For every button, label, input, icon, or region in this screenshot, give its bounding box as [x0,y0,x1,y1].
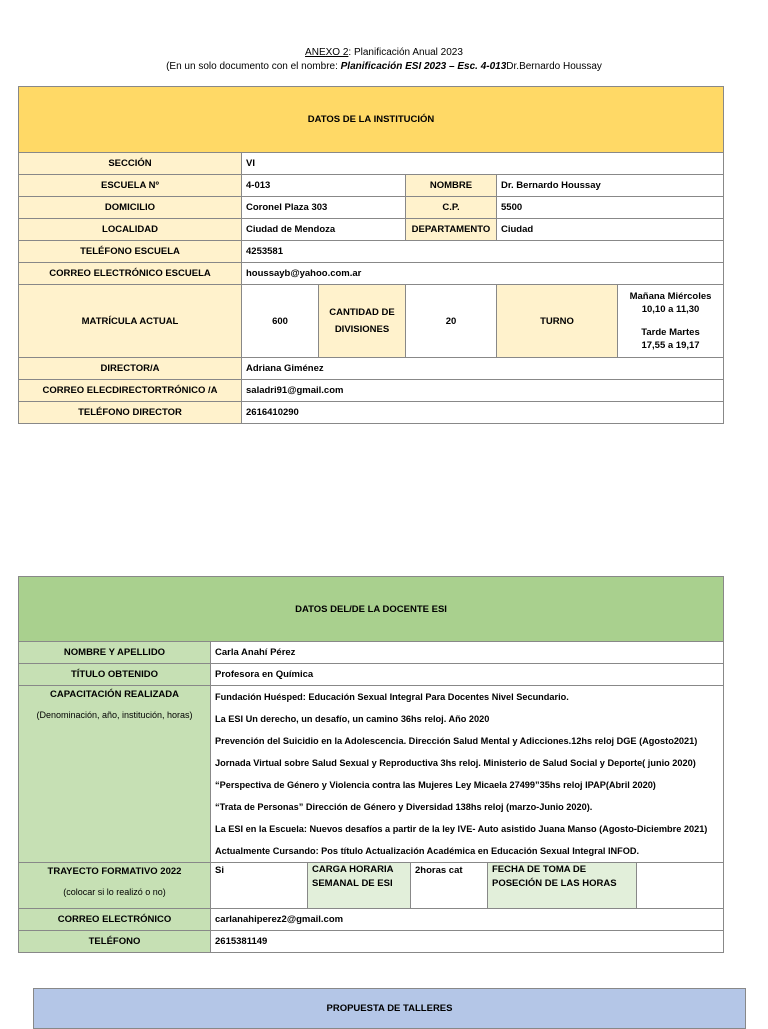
institution-title: DATOS DE LA INSTITUCIÓN [19,87,724,153]
correo-escuela-label: CORREO ELECTRÓNICO ESCUELA [19,263,242,285]
telefono-escuela-value: 4253581 [242,241,724,263]
capacitacion-label-cell [19,686,211,863]
docente-telefono-label: TELÉFONO [19,931,211,953]
carga-value: 2horas cat [411,863,488,909]
docente-title: DATOS DEL/DE LA DOCENTE ESI [19,577,724,642]
subtitle-part-3: Dr.Bernardo Houssay [506,61,602,72]
telefono-director-label: TELÉFONO DIRECTOR [19,402,242,424]
escuela-label: ESCUELA Nº [19,175,242,197]
capacitacion-item: Prevención del Suicidio en la Adolescencia. Dirección Salud Mental y Adicciones.12hs reloj DGE (Agosto2021) [215,736,698,746]
matricula-value: 600 [242,285,319,358]
telefono-director-value: 2616410290 [242,402,724,424]
cp-value: 5500 [497,197,724,219]
talleres-title: PROPUESTA DE TALLERES [34,989,746,1029]
talleres-table [33,988,746,1029]
correo-director-label: CORREO ELECDIRECTORTRÓNICO /A [19,380,242,402]
director-value: Adriana Giménez [242,358,724,380]
capacitacion-item: “Trata de Personas” Dirección de Género y Diversidad 138hs reloj (marzo-Junio 2020). [215,802,593,812]
nombre-label: NOMBRE [406,175,497,197]
director-label: DIRECTOR/A [19,358,242,380]
domicilio-label: DOMICILIO [19,197,242,219]
annex-title [0,47,768,58]
docente-telefono-value: 2615381149 [211,931,724,953]
carga-label: CARGA HORARIA SEMANAL DE ESI [308,863,411,909]
fecha-label: FECHA DE TOMA DE POSECIÓN DE LAS HORAS [488,863,637,909]
seccion-label: SECCIÓN [19,153,242,175]
turno-tarde-day: Tarde Martes [641,327,700,338]
divisiones-label: CANTIDAD DE DIVISIONES [319,285,406,358]
capacitacion-label: CAPACITACIÓN REALIZADA [50,689,179,700]
docente-nombre-value: Carla Anahí Pérez [211,642,724,664]
annex-label: ANEXO 2 [305,47,349,58]
cp-label: C.P. [406,197,497,219]
annex-rest: : Planificación Anual 2023 [348,47,463,58]
turno-manana-day: Mañana Miércoles [629,291,712,302]
capacitacion-item: Jornada Virtual sobre Salud Sexual y Reproductiva 3hs reloj. Ministerio de Salud Social y Deporte( junio 2020) [215,758,696,768]
departamento-label: DEPARTAMENTO [406,219,497,241]
divisiones-value: 20 [406,285,497,358]
escuela-value: 4-013 [242,175,406,197]
capacitacion-item: Fundación Huésped: Educación Sexual Integral Para Docentes Nivel Secundario. [215,692,569,702]
titulo-value: Profesora en Química [211,664,724,686]
telefono-escuela-label: TELÉFONO ESCUELA [19,241,242,263]
capacitacion-item: Actualmente Cursando: Pos título Actualización Académica en Educación Sexual Integral INFOD. [215,846,640,856]
subtitle-part-1: (En un solo documento con el nombre: [166,61,341,72]
localidad-label: LOCALIDAD [19,219,242,241]
capacitacion-list [211,686,724,863]
seccion-value: VI [242,153,724,175]
titulo-label: TÍTULO OBTENIDO [19,664,211,686]
turno-label: TURNO [497,285,618,358]
capacitacion-item: La ESI en la Escuela: Nuevos desafíos a partir de la ley IVE- Auto asistido Juana Manso (Agosto-Diciembre 2021) [215,824,708,834]
annex-subtitle [0,61,768,72]
docente-nombre-label: NOMBRE Y APELLIDO [19,642,211,664]
correo-director-value: saladri91@gmail.com [242,380,724,402]
correo-escuela-value: houssayb@yahoo.com.ar [242,263,724,285]
turno-tarde-hours: 17,55 a 19,17 [641,340,700,351]
subtitle-part-2: Planificación ESI 2023 – Esc. 4-013 [340,61,507,72]
capacitacion-item: La ESI Un derecho, un desafío, un camino 36hs reloj. Año 2020 [215,714,490,724]
domicilio-value: Coronel Plaza 303 [242,197,406,219]
nombre-value: Dr. Bernardo Houssay [497,175,724,197]
capacitacion-item: “Perspectiva de Género y Violencia contra las Mujeres Ley Micaela 27499”35hs reloj IPAP(Abril 2020) [215,780,656,790]
turno-value [618,285,724,358]
departamento-value: Ciudad [497,219,724,241]
docente-correo-label: CORREO ELECTRÓNICO [19,909,211,931]
fecha-value [637,863,724,909]
turno-manana-hours: 10,10 a 11,30 [641,304,700,315]
docente-table [18,576,724,953]
docente-correo-value: carlanahiperez2@gmail.com [211,909,724,931]
trayecto-label: TRAYECTO FORMATIVO 2022 [47,866,182,877]
trayecto-sublabel: (colocar si lo realizó o no) [63,887,166,897]
trayecto-label-cell [19,863,211,909]
matricula-label: MATRÍCULA ACTUAL [19,285,242,358]
trayecto-value: Si [211,863,308,909]
institution-table [18,86,724,424]
capacitacion-sublabel: (Denominación, año, institución, horas) [36,710,193,720]
localidad-value: Ciudad de Mendoza [242,219,406,241]
